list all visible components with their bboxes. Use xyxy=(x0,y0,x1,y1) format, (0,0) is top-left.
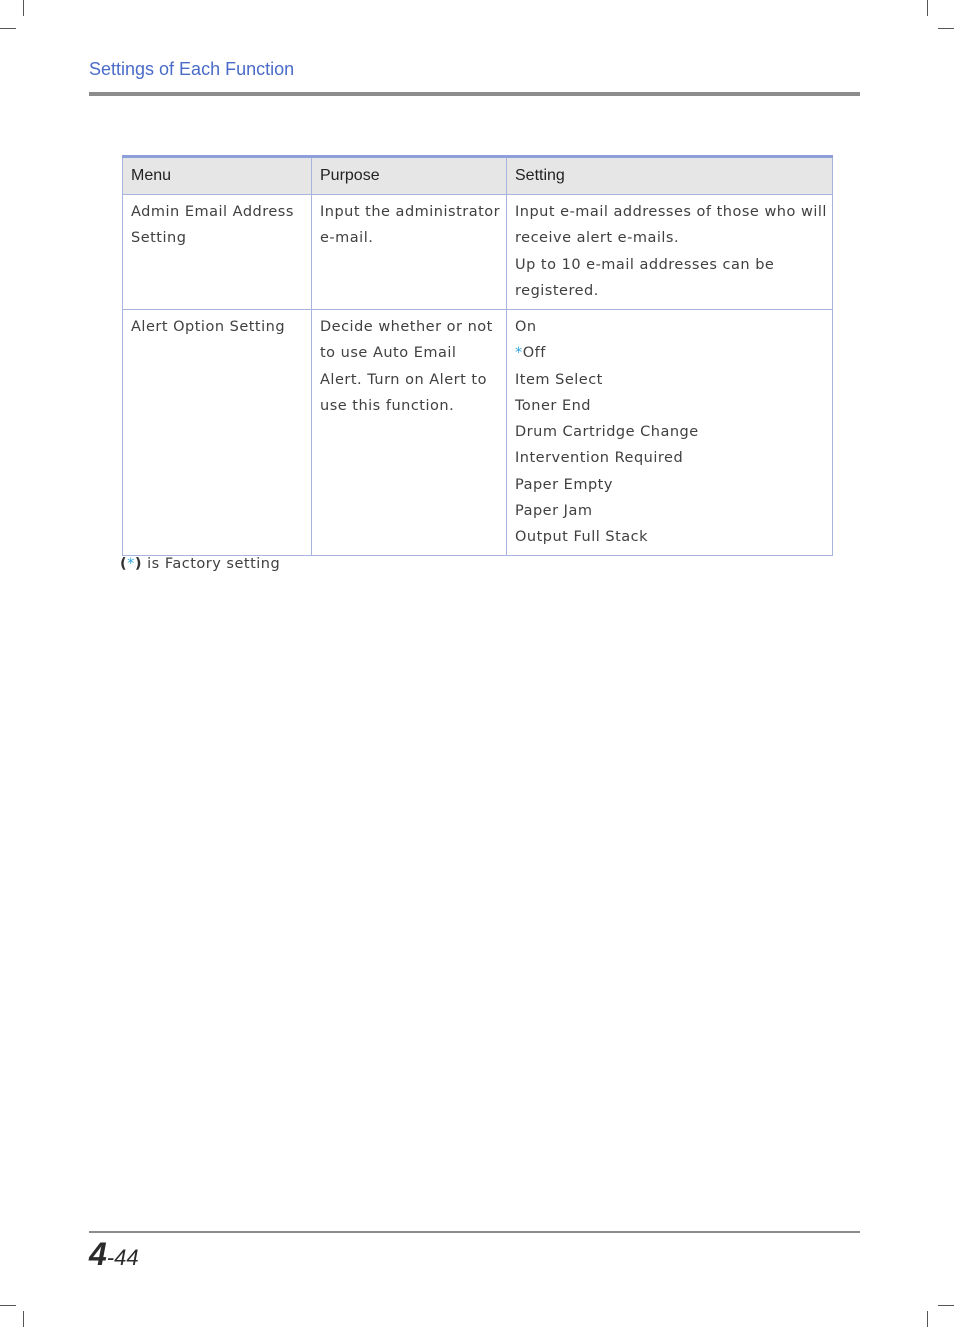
factory-setting-note: (*) is Factory setting xyxy=(120,556,281,572)
setting-option-on: On xyxy=(515,319,537,335)
crop-mark xyxy=(938,1305,954,1306)
factory-setting-marker: * xyxy=(515,345,523,362)
setting-option: Paper Empty xyxy=(515,476,613,493)
setting-cell xyxy=(507,195,833,310)
setting-line: Up to 10 e-mail addresses can be xyxy=(515,256,775,273)
setting-line: receive alert e-mails. xyxy=(515,230,680,247)
column-header-menu: Menu xyxy=(123,157,312,195)
page-number xyxy=(89,1236,139,1273)
factory-setting-marker: * xyxy=(127,556,135,572)
page-title: Settings of Each Function xyxy=(89,59,295,79)
setting-option: Intervention Required xyxy=(515,450,684,467)
setting-line: registered. xyxy=(515,282,599,299)
setting-option: Item Select xyxy=(515,371,603,388)
setting-option: Drum Cartridge Change xyxy=(515,424,699,441)
setting-line: Input e-mail addresses of those who will xyxy=(515,204,827,220)
setting-option: Paper Jam xyxy=(515,503,593,520)
footer-divider xyxy=(89,1231,860,1233)
settings-table xyxy=(122,155,833,556)
crop-mark xyxy=(23,0,24,16)
setting-cell xyxy=(507,310,833,556)
table-header-row xyxy=(123,157,833,195)
chapter-number: 4 xyxy=(89,1236,107,1272)
crop-mark xyxy=(927,0,928,16)
crop-mark xyxy=(927,1311,928,1327)
table-row xyxy=(123,310,833,556)
column-header-purpose: Purpose xyxy=(312,157,507,195)
header-divider xyxy=(89,92,860,96)
column-header-setting: Setting xyxy=(507,157,833,195)
setting-option: Toner End xyxy=(515,397,592,414)
crop-mark xyxy=(0,1305,16,1306)
setting-option: Output Full Stack xyxy=(515,529,649,546)
crop-mark xyxy=(23,1311,24,1327)
setting-option-off: *Off xyxy=(515,345,546,362)
purpose-cell: Input the administrator e-mail. xyxy=(312,195,507,310)
menu-cell: Admin Email Address Setting xyxy=(123,195,312,310)
menu-cell: Alert Option Setting xyxy=(123,310,312,556)
page-index: -44 xyxy=(106,1245,139,1270)
crop-mark xyxy=(938,28,954,29)
purpose-cell: Decide whether or not to use Auto Email Alert. Turn on Alert to use this function. xyxy=(312,310,507,556)
crop-mark xyxy=(0,28,16,29)
table-row xyxy=(123,195,833,310)
